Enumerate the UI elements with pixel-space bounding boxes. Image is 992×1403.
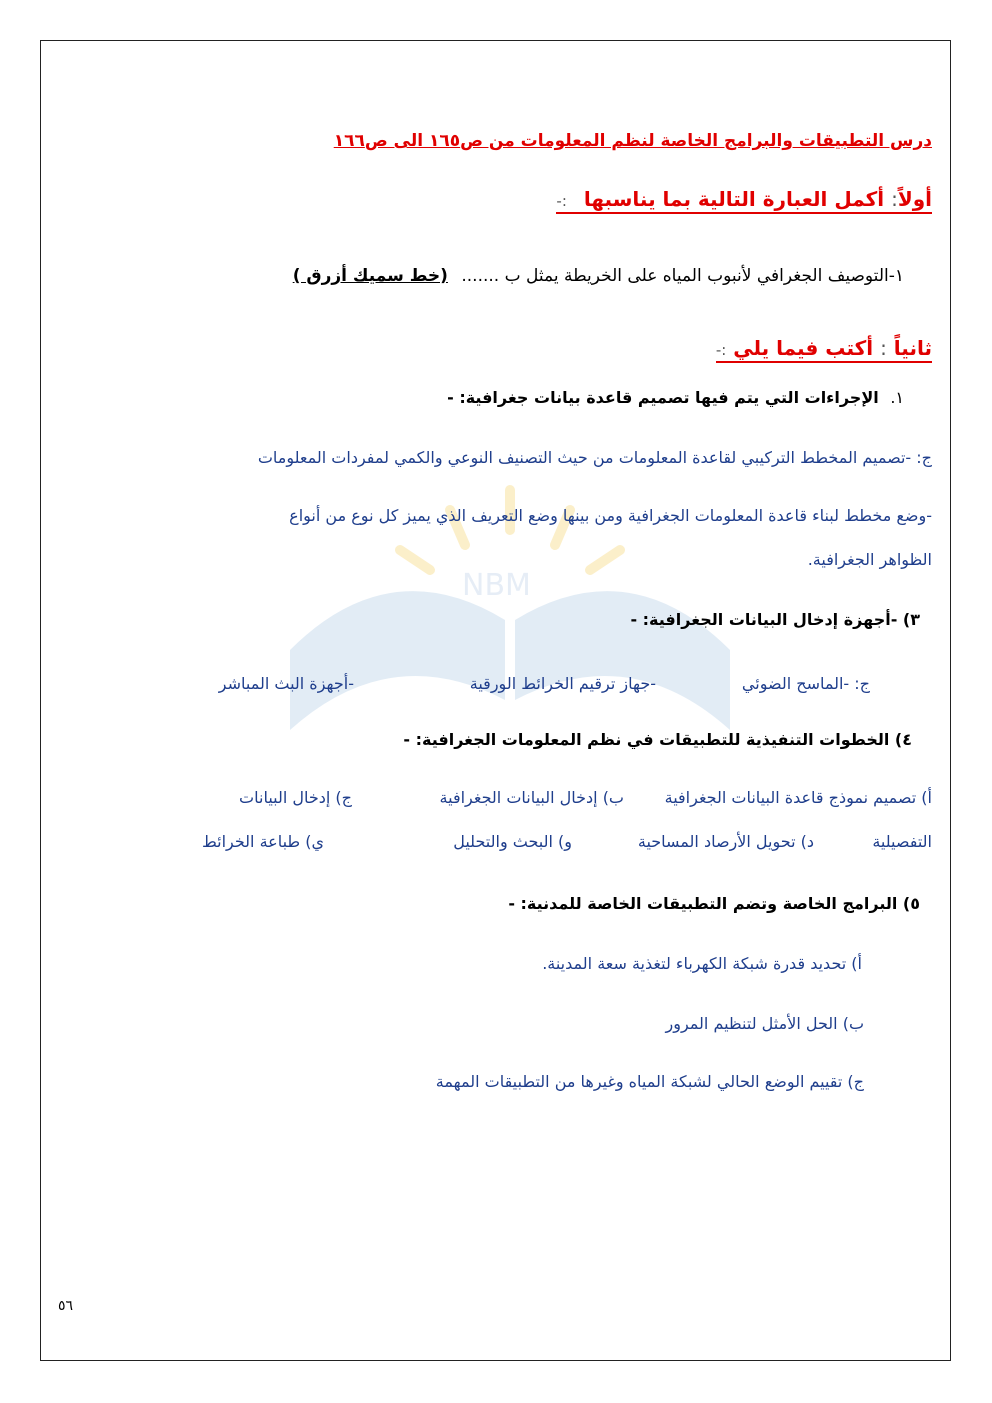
question-1-text: ١-التوصيف الجغرافي لأنبوب المياه على الخريطة يمثل ب ....... [461,266,904,286]
section1-suffix: :- [556,192,567,210]
item-1-text: الإجراءات التي يتم فيها تصميم قاعدة بيانات جغرافية: - [447,388,879,407]
item-4-d: د) تحويل الأرصاد المساحية [637,832,814,851]
item-3-heading: ٣) -أجهزة إدخال البيانات الجغرافية: - [630,610,920,629]
page-number: ٥٦ [58,1298,74,1314]
item-1-answer-line2: -وضع مخطط لبناء قاعدة المعلومات الجغرافية ومن بينها وضع التعريف الذي يميز كل نوع من أنواع [289,506,932,525]
section2-title: أكتب فيما يلي [733,336,874,360]
item-5-b: ب) الحل الأمثل لتنظيم المرور [665,1014,864,1033]
section1-colon: : [891,187,898,211]
item-4-f: ي) طباعة الخرائط [201,832,324,851]
item-5-a: أ) تحديد قدرة شبكة الكهرباء لتغذية سعة المدينة. [542,954,862,973]
item-4-c: ج) إدخال البيانات [239,788,352,807]
item-3-answer-b: -جهاز ترقيم الخرائط الورقية [469,674,656,693]
item-4-e: و) البحث والتحليل [453,832,572,851]
item-3-answer-c: -أجهزة البث المباشر [218,674,354,693]
section2-suffix: :- [715,341,727,359]
item-1-answer-line1: ج: -تصميم المخطط التركيبي لقاعدة المعلومات من حيث التصنيف النوعي والكمي لمفردات المعلومات [257,448,932,467]
section1-heading [556,187,932,214]
section1-prefix: أولاً [897,187,932,211]
item-1-number: ١. [890,388,904,407]
book-left [290,591,505,730]
item-4-c-continued: التفصيلية [872,832,932,851]
item-1-answer-line3: الظواهر الجغرافية. [807,550,932,569]
item-5-c: ج) تقييم الوضع الحالي لشبكة المياه وغيرها من التطبيقات المهمة [435,1072,864,1091]
watermark-text: NBM [462,568,531,603]
question-1-answer: (خط سميك أزرق ) [292,266,448,286]
item-4-heading: ٤) الخطوات التنفيذية للتطبيقات في نظم المعلومات الجغرافية: - [403,730,912,749]
section2-prefix: ثانياً [893,336,932,360]
lesson-title: درس التطبيقات والبرامج الخاصة لنظم المعلومات من ص١٦٥ الى ص١٦٦ [333,131,932,151]
item-3-answer-a: ج: -الماسح الضوئي [741,674,870,693]
sun-rays [400,490,620,570]
question-1 [293,266,904,286]
item-5-heading: ٥) البرامج الخاصة وتضم التطبيقات الخاصة للمدنية: - [508,894,920,913]
item-4-b: ب) إدخال البيانات الجغرافية [439,788,624,807]
section2-colon: : [880,336,887,360]
section2-heading [716,336,932,363]
section1-title: أكمل العبارة التالية بما يناسبها [583,187,885,211]
item-4-a: أ) تصميم نموذج قاعدة البيانات الجغرافية [664,788,932,807]
item-1-heading [447,388,904,407]
